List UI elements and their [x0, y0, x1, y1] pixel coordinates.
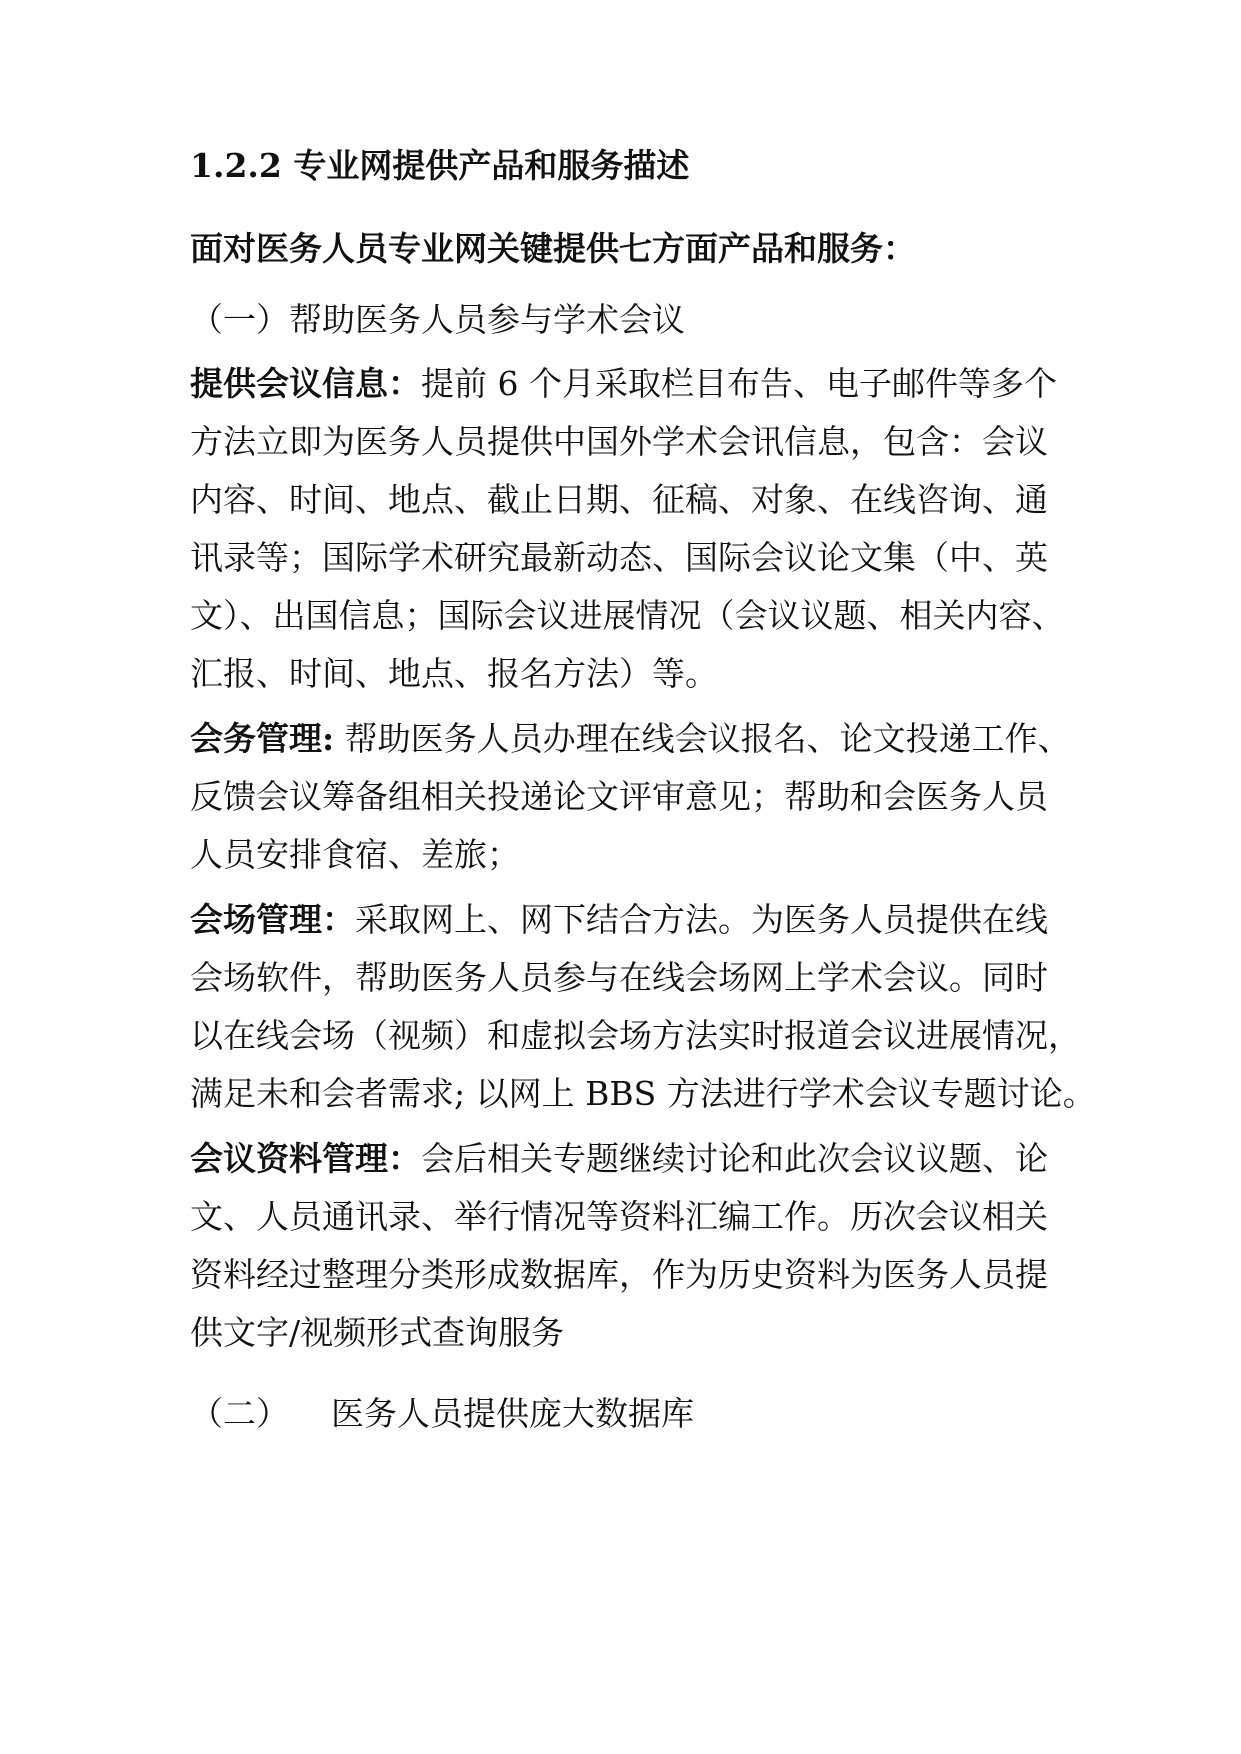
conference-affairs-label: 会务管理: — [190, 719, 335, 758]
paragraph-text: 帮助医务人员办理在线会议报名、论文投递工作、 — [334, 719, 1071, 758]
paragraph-line: 文）、出国信息；国际会议进展情况（会议议题、相关内容、 — [190, 596, 1065, 635]
paragraph-line: 文、人员通讯录、举行情况等资料汇编工作。历次会议相关 — [190, 1197, 1048, 1236]
paragraph-line: 汇报、时间、地点、报名方法）等。 — [190, 654, 718, 693]
intro-heading: 面对医务人员专业网关键提供七方面产品和服务： — [190, 229, 916, 268]
conference-info-label: 提供会议信息： — [190, 364, 421, 403]
paragraph-line: 会场软件，帮助医务人员参与在线会场网上学术会议。同时 — [190, 958, 1048, 997]
section-title: 1.2.2 专业网提供产品和服务描述 — [190, 146, 690, 185]
paragraph-line: 内容、时间、地点、截止日期、征稿、对象、在线咨询、通 — [190, 480, 1048, 519]
paragraph-line: 满足未和会者需求; 以网上 BBS 方法进行学术会议专题讨论。 — [190, 1074, 1096, 1113]
paragraph-text: 会后相关专题继续讨论和此次会议议题、论 — [421, 1139, 1048, 1178]
paragraph-line: 讯录等；国际学术研究最新动态、国际会议论文集（中、英 — [190, 538, 1048, 577]
paragraph-venue-management-line-1 — [190, 900, 1048, 940]
materials-management-label: 会议资料管理： — [190, 1139, 421, 1178]
paragraph-text: 采取网上、网下结合方法。为医务人员提供在线 — [355, 900, 1048, 939]
item-1-title: （一）帮助医务人员参与学术会议 — [190, 300, 685, 339]
paragraph-conference-info-line-1 — [190, 364, 1057, 404]
paragraph-materials-management-line-1 — [190, 1139, 1048, 1179]
paragraph-line: 反馈会议筹备组相关投递论文评审意见；帮助和会医务人员 — [190, 777, 1048, 816]
paragraph-line: 人员安排食宿、差旅； — [190, 835, 520, 874]
paragraph-line: 资料经过整理分类形成数据库，作为历史资料为医务人员提 — [190, 1255, 1048, 1294]
venue-management-label: 会场管理： — [190, 900, 355, 939]
paragraph-text: 提前 6 个月采取栏目布告、电子邮件等多个 — [421, 364, 1057, 403]
paragraph-line: 方法立即为医务人员提供中国外学术会讯信息，包含：会议 — [190, 422, 1048, 461]
paragraph-line: 供文字/视频形式查询服务 — [190, 1313, 565, 1352]
paragraph-conference-affairs-line-1 — [190, 719, 1071, 759]
item-2-title: （二） 医务人员提供庞大数据库 — [190, 1394, 694, 1433]
paragraph-line: 以在线会场（视频）和虚拟会场方法实时报道会议进展情况， — [190, 1016, 1081, 1055]
